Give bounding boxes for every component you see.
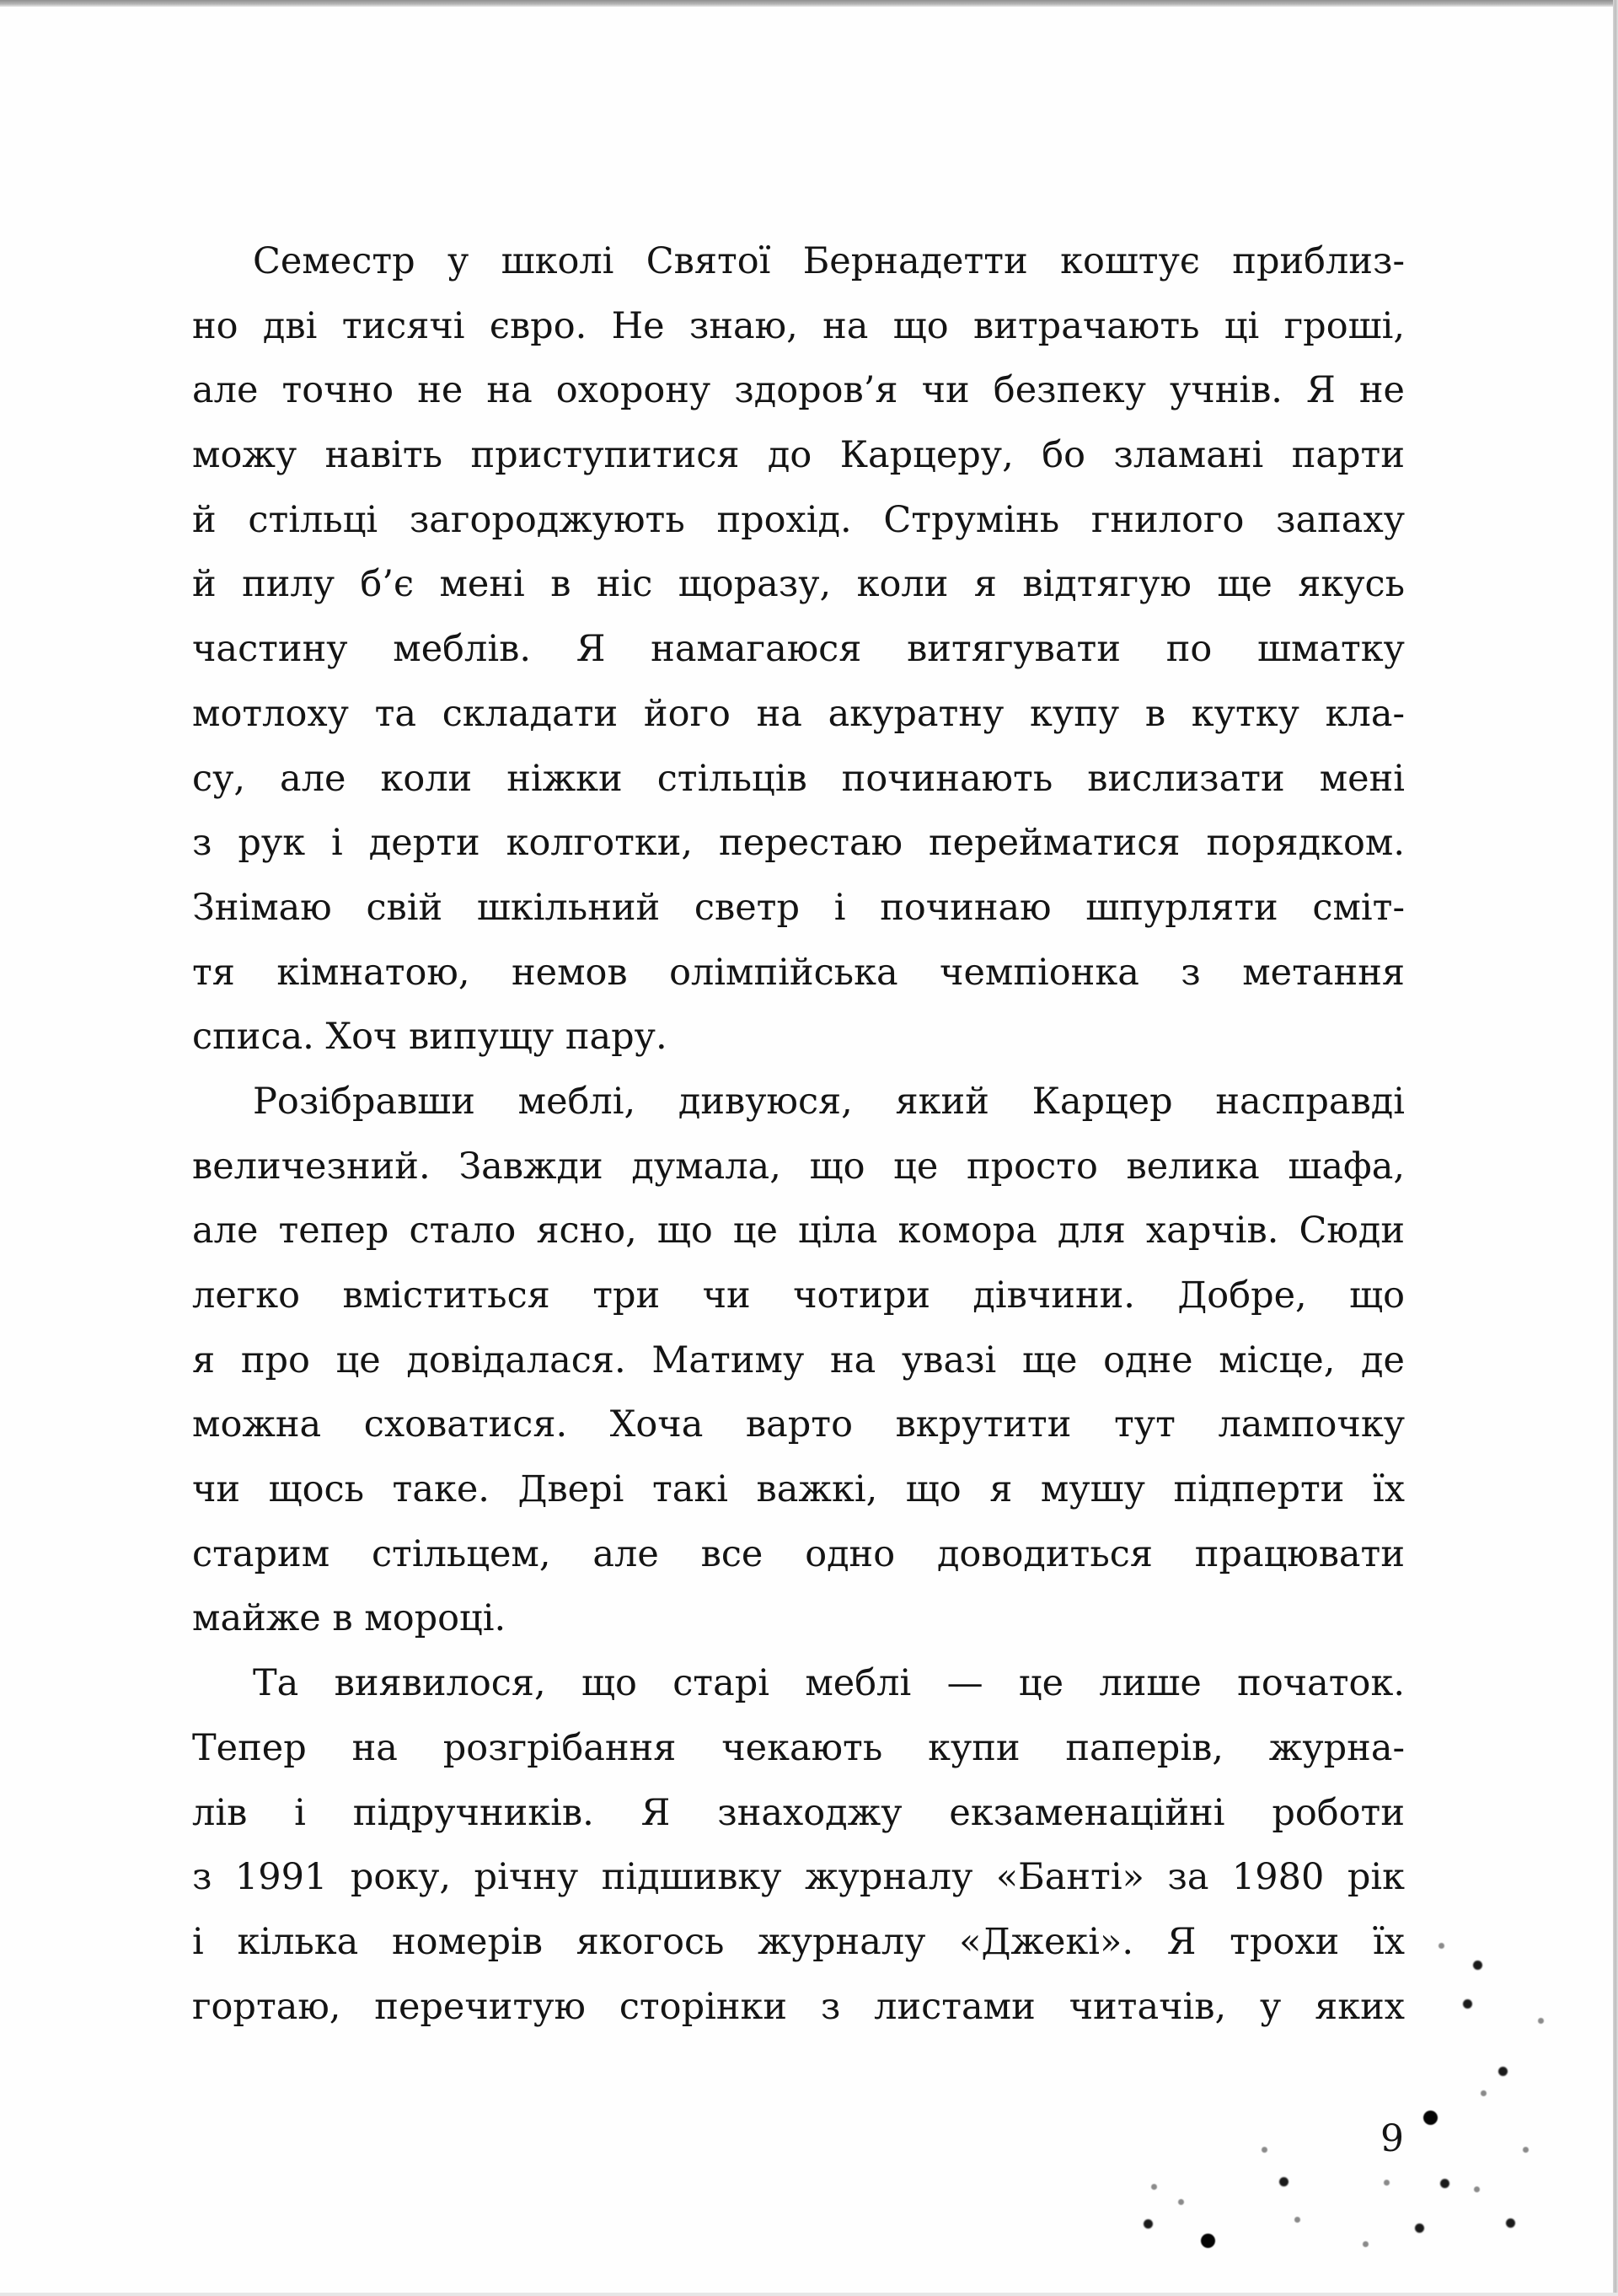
- text-line: частину меблів. Я намагаюся витягувати по шматку: [192, 628, 1405, 671]
- text-line: Розібравши меблі, дивуюся, який Карцер насправді: [253, 1080, 1405, 1123]
- text-line: я про це довідалася. Матиму на увазі ще одне місце, де: [192, 1338, 1405, 1381]
- text-line: Семестр у школі Святої Бернадетти коштує приблиз-: [253, 240, 1405, 282]
- text-line: су, але коли ніжки стільців починають вислизати мені: [192, 757, 1405, 800]
- viewer-top-edge: [0, 0, 1618, 7]
- text-line: і кілька номерів якогось журналу «Джекі». Я трохи їх: [192, 1920, 1405, 1963]
- text-line: тя кімнатою, немов олімпійська чемпіонка з метання: [192, 951, 1405, 994]
- text-line: Тепер на розгрібання чекають купи паперів, журна-: [192, 1726, 1405, 1769]
- text-line: але точно не на охорону здоров’я чи безпеку учнів. Я не: [192, 369, 1405, 412]
- paragraph-2: [192, 1070, 1405, 1651]
- viewer-scrollbar-edge: [1613, 0, 1618, 2296]
- viewer-bottom-edge: [0, 2293, 1618, 2296]
- text-line: гортаю, перечитую сторінки з листами читачів, у яких: [192, 1985, 1405, 2028]
- text-line: й стільці загороджують прохід. Струмінь гнилого запаху: [192, 498, 1405, 541]
- text-line: мотлоху та складати його на акуратну купу в кутку кла-: [192, 692, 1405, 735]
- text-line: старим стільцем, але все одно доводиться працювати: [192, 1532, 1405, 1575]
- text-line: Та виявилося, що старі меблі — це лише початок.: [253, 1662, 1405, 1705]
- paragraph-1: [192, 229, 1405, 1070]
- text-line: легко вміститься три чи чотири дівчини. Добре, що: [192, 1274, 1405, 1317]
- body-text: [192, 229, 1405, 2039]
- text-line: й пилу б’є мені в ніс щоразу, коли я відтягую ще якусь: [192, 563, 1405, 606]
- page-number: 9: [1380, 2117, 1404, 2160]
- text-line: но дві тисячі євро. Не знаю, на що витрачають ці гроші,: [192, 304, 1405, 347]
- text-line: з рук і дерти колготки, перестаю перейматися порядком.: [192, 822, 1405, 865]
- text-line: можна сховатися. Хоча варто вкрутити тут лампочку: [192, 1403, 1405, 1446]
- text-line: чи щось таке. Двері такі важкі, що я мушу підперти їх: [192, 1468, 1405, 1511]
- text-line: лів і підручників. Я знаходжу екзаменаційні роботи: [192, 1791, 1405, 1834]
- paragraph-3: [192, 1651, 1405, 2039]
- text-line: майже в мороці.: [192, 1597, 506, 1640]
- text-line: з 1991 року, річну підшивку журналу «Банті» за 1980 рік: [192, 1856, 1405, 1899]
- text-line: можу навіть приступитися до Карцеру, бо зламані парти: [192, 434, 1405, 477]
- text-line: списа. Хоч випущу пару.: [192, 1016, 667, 1059]
- text-line: але тепер стало ясно, що це ціла комора для харчів. Сюди: [192, 1210, 1405, 1253]
- text-line: Знімаю свій шкільний светр і починаю шпурляти сміт-: [192, 886, 1405, 929]
- text-line: величезний. Завжди думала, що це просто велика шафа,: [192, 1145, 1405, 1188]
